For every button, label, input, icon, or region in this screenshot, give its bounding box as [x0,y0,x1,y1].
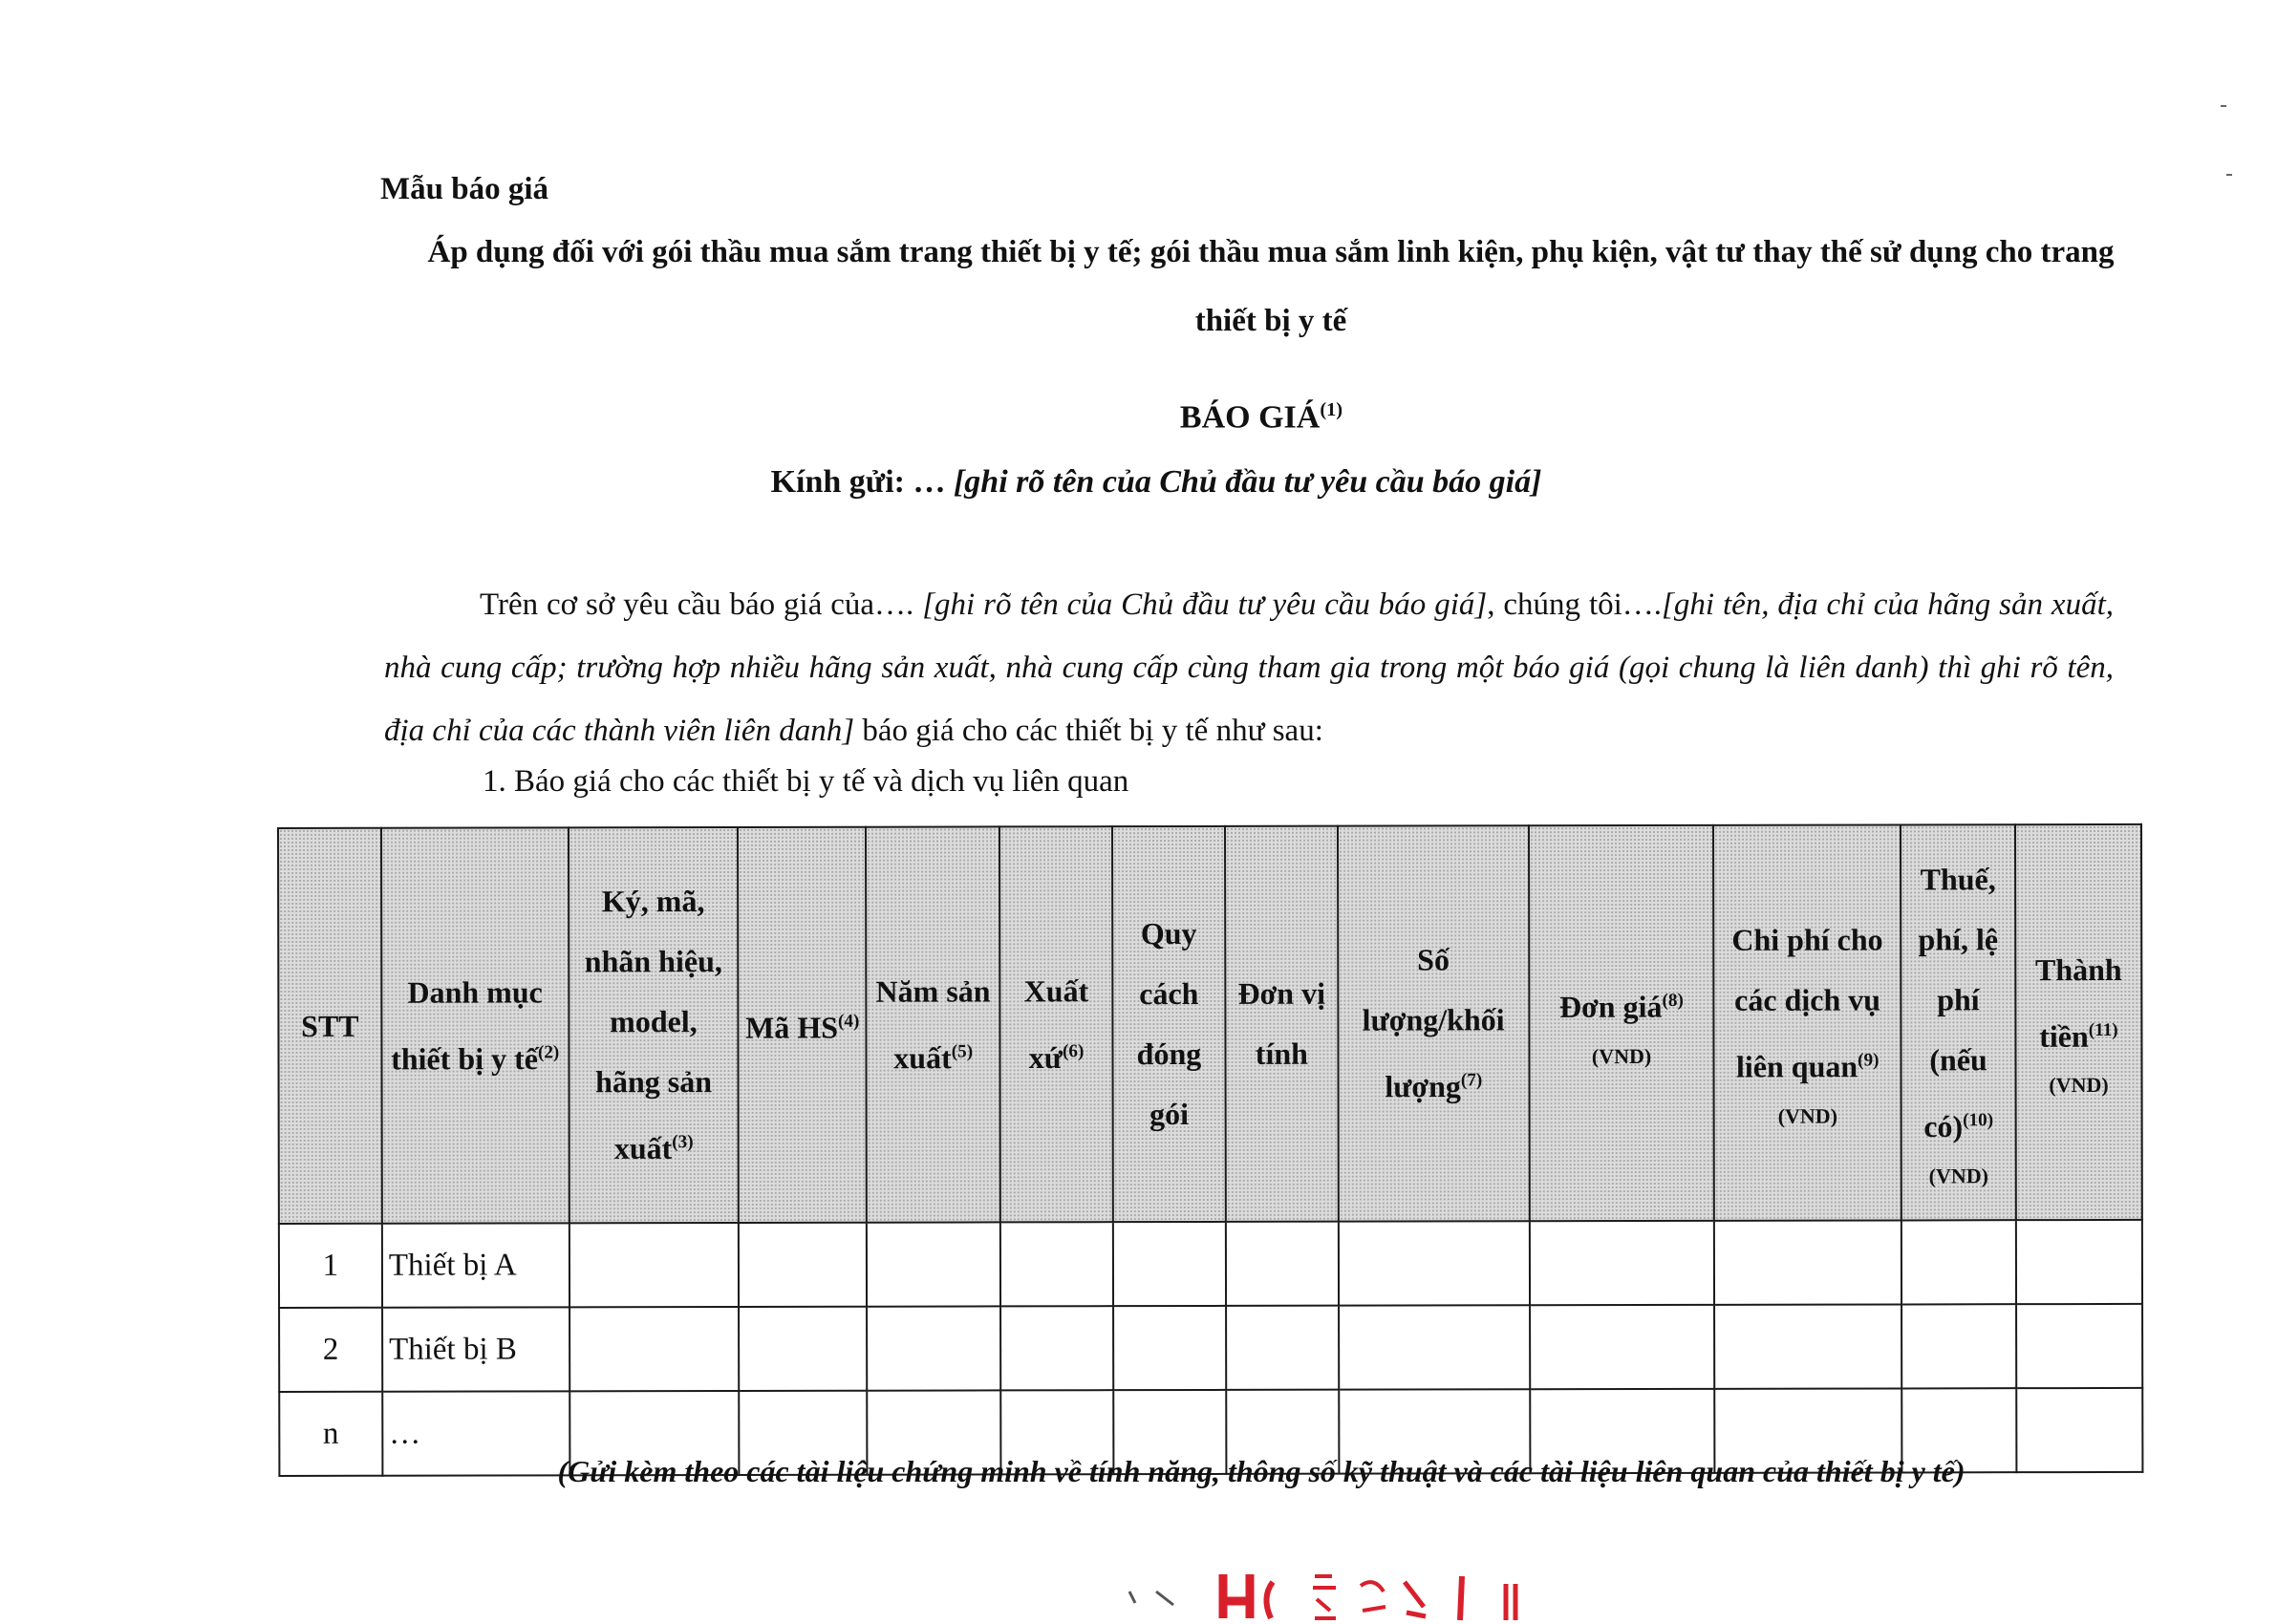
table-cell[interactable] [739,1223,867,1307]
scan-artifact [2221,105,2226,107]
table-cell[interactable] [1901,1220,2016,1304]
col-don-vi-tinh: Đơn vị tính [1225,826,1339,1222]
stamp-mark [1460,1576,1462,1620]
table-cell[interactable] [1000,1222,1113,1306]
scan-artifact [2226,174,2232,176]
table-cell[interactable] [1339,1221,1530,1305]
table-cell[interactable] [2016,1304,2142,1388]
recipient-line [0,464,2277,501]
col-so-luong: Số lượng/khối lượng$^{(7)}$ [1338,825,1530,1221]
stamp-mark [1506,1584,1515,1620]
stamp-mark [1361,1582,1386,1611]
section-title: 1. Báo giá cho các thiết bị y tế và dịch vụ liên quan [483,764,1129,799]
page-title [0,399,2277,436]
stamp-mark [1266,1582,1273,1618]
quote-table [277,823,2143,1477]
row-stt: n [279,1392,382,1476]
intro-text-3: báo giá cho các thiết bị y tế như sau: [854,714,1323,748]
table-cell[interactable] [1714,1304,1901,1388]
table-cell[interactable] [569,1223,739,1307]
title-footnote-ref: (1) [1320,399,1343,420]
table-cell[interactable] [867,1222,1000,1306]
table-row [279,1220,2142,1308]
table-cell[interactable] [1113,1222,1226,1306]
col-thanh-tien: Thành tiền$^{(11)}$ (VND) [2015,824,2142,1220]
red-stamp-fragment [1128,1563,1529,1624]
intro-text-1: Trên cơ sở yêu cầu báo giá của…. [480,588,923,622]
table-cell[interactable] [2016,1220,2142,1304]
table-cell[interactable] [1226,1222,1339,1306]
stamp-mark [1313,1576,1336,1618]
table-cell[interactable] [1901,1304,2016,1388]
table-row [279,1304,2142,1392]
col-xuat-xu: Xuất xứ$^{(6)}$ [999,826,1113,1222]
col-stt: STT [278,828,382,1224]
recipient-placeholder: [ghi rõ tên của Chủ đầu tư yêu cầu báo giá] [953,464,1542,500]
attachment-note: (Gửi kèm theo các tài liệu chứng minh về tính năng, thông số kỹ thuật và các tài liệu liên quan của thiết bị y tế) [557,1454,1966,1488]
stamp-mark [1156,1592,1173,1605]
table-cell[interactable] [867,1306,1000,1390]
col-quy-cach: Quy cách đóng gói [1112,826,1226,1222]
header-row [278,824,2142,1224]
form-name: Mẫu báo giá [380,172,549,206]
quote-table-header [278,824,2142,1224]
row-stt: 1 [279,1224,382,1308]
col-don-gia: Đơn giá$^{(8)}$ (VND) [1529,825,1715,1221]
stamp-mark [1405,1582,1426,1616]
row-item: Thiết bị B [382,1307,569,1391]
table-cell[interactable] [1530,1221,1715,1305]
intro-placeholder-1: [ghi rõ tên của Chủ đầu tư yêu cầu báo giá] [922,588,1488,622]
intro-text-2: , chúng tôi…. [1487,588,1663,622]
table-cell[interactable] [1000,1306,1113,1390]
recipient-label: Kính gửi: … [770,464,946,500]
col-ma-hs: Mã HS$^{(4)}$ [738,827,867,1223]
stamp-mark [1219,1574,1252,1618]
form-subtitle: Áp dụng đối với gói thầu mua sắm trang thiết bị y tế; gói thầu mua sắm linh kiện, phụ kiện, vật tư thay thế sử dụng cho trang thiết bị y tế [427,235,2115,338]
table-cell[interactable] [1113,1306,1226,1390]
table-cell[interactable] [1530,1305,1715,1389]
row-stt: 2 [279,1308,382,1392]
table-cell[interactable] [569,1307,740,1391]
col-nam-san-xuat: Năm sản xuất$^{(5)}$ [866,826,1000,1222]
table-cell[interactable] [1339,1305,1530,1389]
row-item: Thiết bị A [382,1223,569,1307]
stamp-mark [1129,1592,1135,1603]
row-item: … [382,1391,569,1475]
col-danh-muc: Danh mục thiết bị y tế$^{(2)}$ [381,827,569,1223]
col-thue-phi: Thuế, phí, lệ phí (nếu có)$^{(10)}$ (VND) [1901,824,2016,1220]
table-cell[interactable] [739,1307,867,1391]
table-cell[interactable] [1714,1220,1901,1304]
col-chi-phi-dich-vu: Chi phí cho các dịch vụ liên quan$^{(9)}$ (VND) [1713,824,1901,1220]
col-ky-ma: Ký, mã, nhãn hiệu, model, hãng sản xuất$^{(3)}$ [569,827,740,1223]
quote-table-body [279,1220,2143,1476]
title-text: BÁO GIÁ [1179,399,1321,436]
intro-paragraph [384,573,2114,762]
intro-placeholder-2: [ghi tên, địa chỉ của hãng sản xuất, nhà cung cấp; trường hợp nhiều hãng sản xuất, nhà cung cấp cùng tham gia trong một báo giá (gọi chung là liên danh) thì ghi rõ tên, địa chỉ của các thành viên liên danh] [384,588,2114,748]
table-cell[interactable] [1226,1306,1339,1390]
